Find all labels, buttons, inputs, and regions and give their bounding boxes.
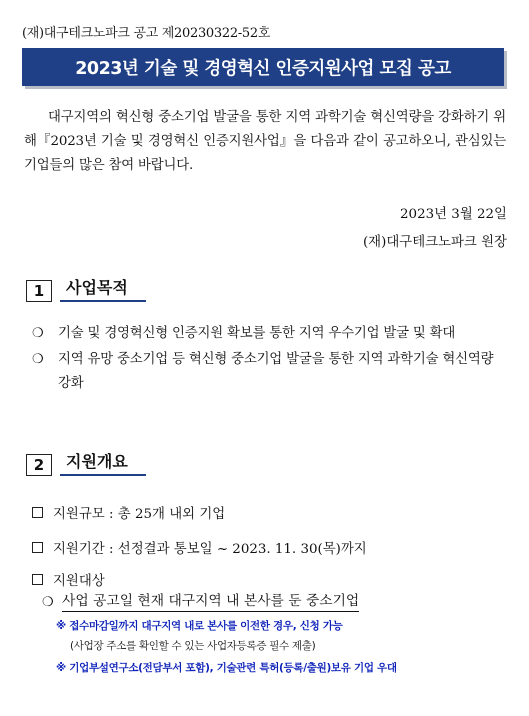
- section-1-title: 사업목적: [60, 277, 146, 302]
- square-bullet-icon: [32, 507, 43, 518]
- title-banner: [22, 48, 504, 86]
- square-bullet-icon: [32, 574, 43, 585]
- note-preference: ※ 기업부설연구소(전담부서 포함), 기술관련 특허(등록/출원)보유 기업 우대: [56, 662, 397, 674]
- note-relocation: ※ 접수마감일까지 대구지역 내로 본사를 이전한 경우, 신청 가능: [56, 620, 343, 632]
- list-item: [32, 322, 508, 346]
- section-2-number: 2: [26, 454, 52, 476]
- section-1-header: [26, 277, 146, 302]
- section-2-title: 지원개요: [60, 451, 146, 476]
- purpose-item-text: 지역 유망 중소기업 등 혁신형 중소기업 발굴을 통한 지역 과학기술 혁신역량 강화: [58, 352, 494, 391]
- target-sub-item: [42, 592, 359, 612]
- notice-date: 2023년 3월 22일: [400, 207, 507, 222]
- circle-bullet-icon: ❍: [32, 326, 44, 341]
- support-target-label: 지원대상: [53, 574, 105, 589]
- support-period-text: 지원기간 : 선정결과 통보일 ~ 2023. 11. 30(목)까지: [53, 542, 367, 557]
- signer: (재)대구테크노파크 원장: [362, 235, 507, 250]
- note-relocation-detail: (사업장 주소를 확인할 수 있는 사업자등록증 필수 제출): [70, 640, 316, 652]
- section-2-header: [26, 451, 146, 476]
- page-title: 2023년 기술 및 경영혁신 인증지원사업 모집 공고: [75, 58, 451, 79]
- notice-number: (재)대구테크노파크 공고 제20230322-52호: [22, 26, 271, 41]
- circle-bullet-icon: ❍: [42, 594, 54, 610]
- section-1-number: 1: [26, 280, 52, 302]
- circle-bullet-icon: ❍: [32, 352, 44, 367]
- list-item: [32, 348, 508, 396]
- purpose-item-text: 기술 및 경영혁신형 인증지원 확보를 통한 지역 우수기업 발굴 및 확대: [58, 326, 456, 341]
- support-scale-text: 지원규모 : 총 25개 내외 기업: [53, 507, 226, 522]
- support-period-item: [32, 538, 367, 557]
- target-item-text: 사업 공고일 현재 대구지역 내 본사를 둔 중소기업: [62, 592, 359, 612]
- support-scale-item: [32, 503, 225, 522]
- purpose-list: [32, 322, 508, 398]
- square-bullet-icon: [32, 542, 43, 553]
- intro-paragraph: 대구지역의 혁신형 중소기업 발굴을 통한 지역 과학기술 혁신역량을 강화하기 위해『2023년 기술 및 경영혁신 인증지원사업』을 다음과 같이 공고하오니, 관심있는 기업들의 많은 참여 바랍니다.: [24, 110, 506, 173]
- support-target-item: [32, 570, 105, 589]
